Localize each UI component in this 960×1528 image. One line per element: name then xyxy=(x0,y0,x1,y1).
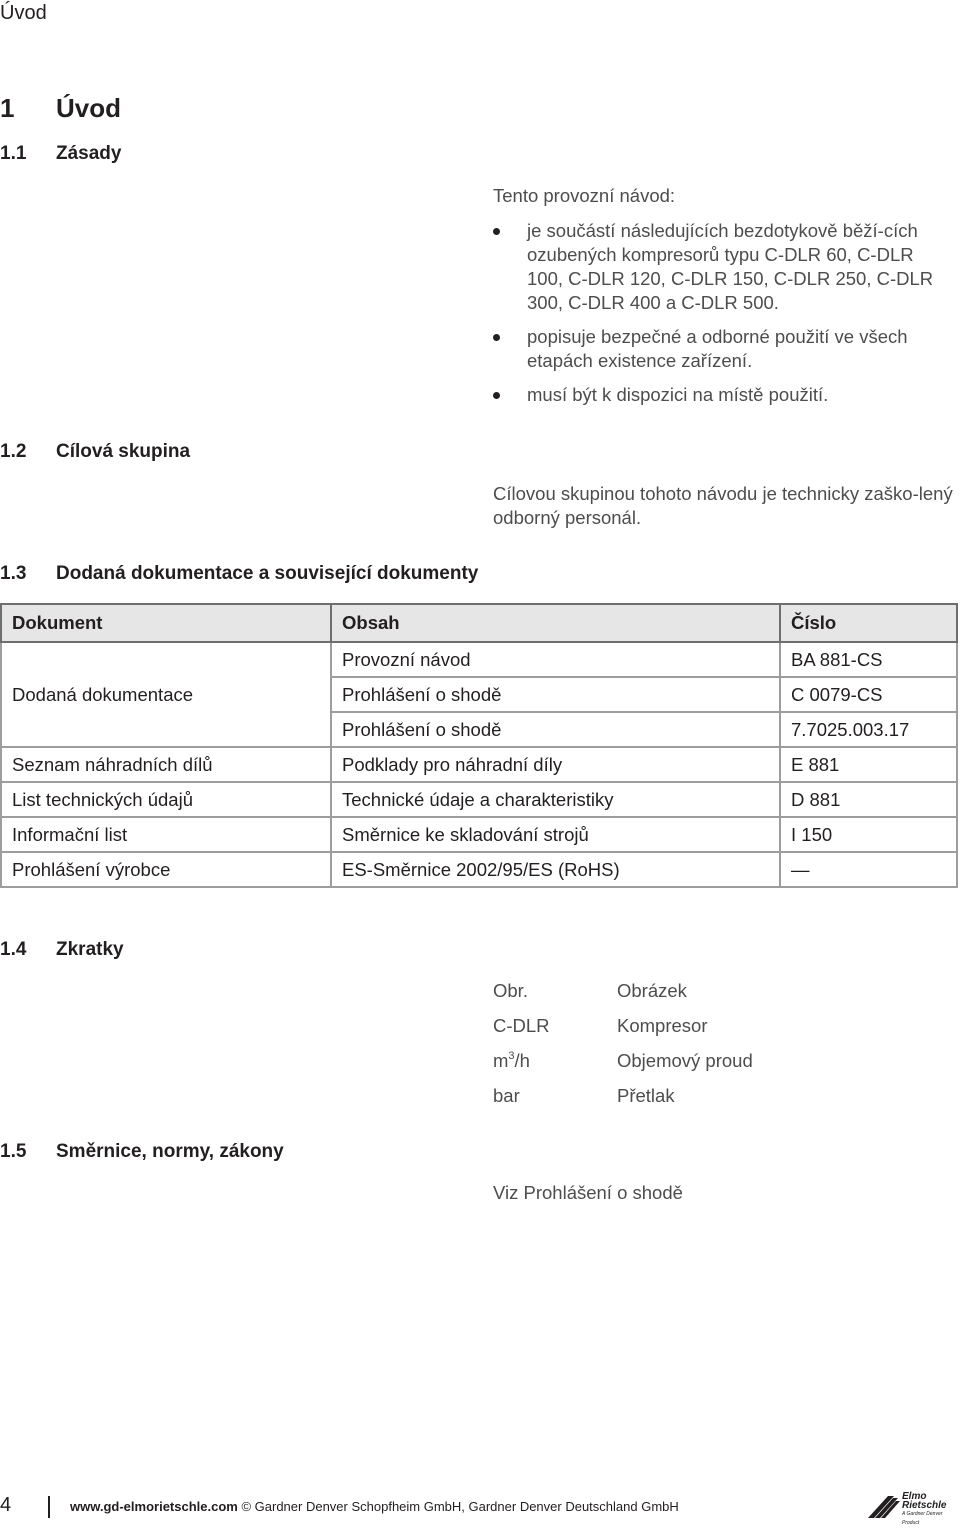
logo-text xyxy=(902,1492,960,1528)
abbreviation-superscript: 3 xyxy=(508,1050,515,1062)
footer-divider xyxy=(48,1496,50,1518)
abbreviation: Obr. xyxy=(493,980,528,1001)
abbreviation-meaning: Kompresor xyxy=(617,1015,708,1036)
table-row xyxy=(1,817,957,852)
table-cell: List technických údajů xyxy=(1,782,331,817)
table-row xyxy=(1,747,957,782)
table-cell: Prohlášení o shodě xyxy=(331,712,780,747)
abbreviation-rest: /h xyxy=(514,1050,530,1071)
header-number: Číslo xyxy=(780,604,957,642)
documents-table xyxy=(0,603,958,888)
section-heading-1-3 xyxy=(0,563,478,585)
footer-copyright: © Gardner Denver Schopfheim GmbH, Gardner Denver Deutschland GmbH xyxy=(237,1499,679,1514)
table-row xyxy=(1,852,957,887)
section-number: 1.1 xyxy=(0,143,27,164)
table-header-row xyxy=(1,604,957,642)
reference-text: Viz Prohlášení o shodě xyxy=(493,1182,683,1203)
bullet-icon xyxy=(493,392,500,399)
section-number: 1.4 xyxy=(0,939,27,960)
abbreviation-meaning: Obrázek xyxy=(617,980,687,1001)
target-group-text: Cílovou skupinou tohoto návodu je technicky zaško-lený odborný personál. xyxy=(493,483,953,528)
section-title: Cílová skupina xyxy=(56,441,191,462)
chapter-title: Úvod xyxy=(56,93,121,123)
logo-line-2: Rietschle xyxy=(902,1500,947,1511)
list-item xyxy=(493,383,953,407)
list-item xyxy=(493,219,953,315)
logo-line-1: Elmo xyxy=(902,1491,927,1502)
table-row xyxy=(1,782,957,817)
abbreviation-meaning: Objemový proud xyxy=(617,1050,753,1071)
bullet-icon xyxy=(493,334,500,341)
table-cell: Informační list xyxy=(1,817,331,852)
chapter-heading xyxy=(0,93,121,124)
table-cell: BA 881-CS xyxy=(780,642,957,677)
section-heading-1-5 xyxy=(0,1141,284,1163)
table-cell: Seznam náhradních dílů xyxy=(1,747,331,782)
header-document: Dokument xyxy=(1,604,331,642)
section-number: 1.5 xyxy=(0,1141,27,1162)
abbreviation-base: m xyxy=(493,1050,509,1071)
table-cell: Prohlášení výrobce xyxy=(1,852,331,887)
section-heading-1-4 xyxy=(0,939,124,961)
abbreviation: C-DLR xyxy=(493,1015,550,1036)
list-item xyxy=(493,325,953,373)
section-heading-1-1 xyxy=(0,143,121,165)
header-content: Obsah xyxy=(331,604,780,642)
section-heading-1-2 xyxy=(0,441,190,463)
table-cell: Podklady pro náhradní díly xyxy=(331,747,780,782)
page-number: 4 xyxy=(0,1494,12,1516)
table-cell-group: Dodaná dokumentace xyxy=(1,642,331,747)
table-cell: D 881 xyxy=(780,782,957,817)
table-cell: 7.7025.003.17 xyxy=(780,712,957,747)
section-number: 1.3 xyxy=(0,563,27,584)
logo-line-3: A Gardner Denver Product xyxy=(902,1511,943,1526)
section-title: Dodaná dokumentace a související dokumenty xyxy=(56,563,479,584)
section-number: 1.2 xyxy=(0,441,27,462)
table-cell: ES-Směrnice 2002/95/ES (RoHS) xyxy=(331,852,780,887)
table-cell: Provozní návod xyxy=(331,642,780,677)
section-title: Zkratky xyxy=(56,939,124,960)
abbreviation xyxy=(493,1050,530,1072)
list-item-text: popisuje bezpečné a odborné použití ve všech etapách existence zařízení. xyxy=(527,326,908,371)
list-item-text: musí být k dispozici na místě použití. xyxy=(527,384,829,405)
list-item-text: je součástí následujících bezdotykově běží-cích ozubených kompresorů typu C-DLR 60, C-DLR 100, C-DLR 120, C-DLR 150, C-DLR 250, C-DLR 300, C-DLR 400 a C-DLR 500. xyxy=(527,220,934,313)
running-head: Úvod xyxy=(0,2,47,24)
section-title: Zásady xyxy=(56,143,122,164)
table-cell: Technické údaje a charakteristiky xyxy=(331,782,780,817)
table-cell: C 0079-CS xyxy=(780,677,957,712)
table-cell: — xyxy=(780,852,957,887)
footer-url[interactable]: www.gd-elmorietschle.com xyxy=(70,1499,238,1514)
abbreviation: bar xyxy=(493,1085,520,1106)
table-cell: Prohlášení o shodě xyxy=(331,677,780,712)
bullet-icon xyxy=(493,228,500,235)
table-cell: E 881 xyxy=(780,747,957,782)
chapter-number: 1 xyxy=(0,93,15,123)
section-title: Směrnice, normy, zákony xyxy=(56,1141,284,1162)
table-cell: I 150 xyxy=(780,817,957,852)
table-row xyxy=(1,642,957,677)
bullet-list xyxy=(493,219,953,417)
intro-text: Tento provozní návod: xyxy=(493,185,676,206)
abbreviation-meaning: Přetlak xyxy=(617,1085,675,1106)
footer-text xyxy=(70,1499,679,1514)
table-cell: Směrnice ke skladování strojů xyxy=(331,817,780,852)
